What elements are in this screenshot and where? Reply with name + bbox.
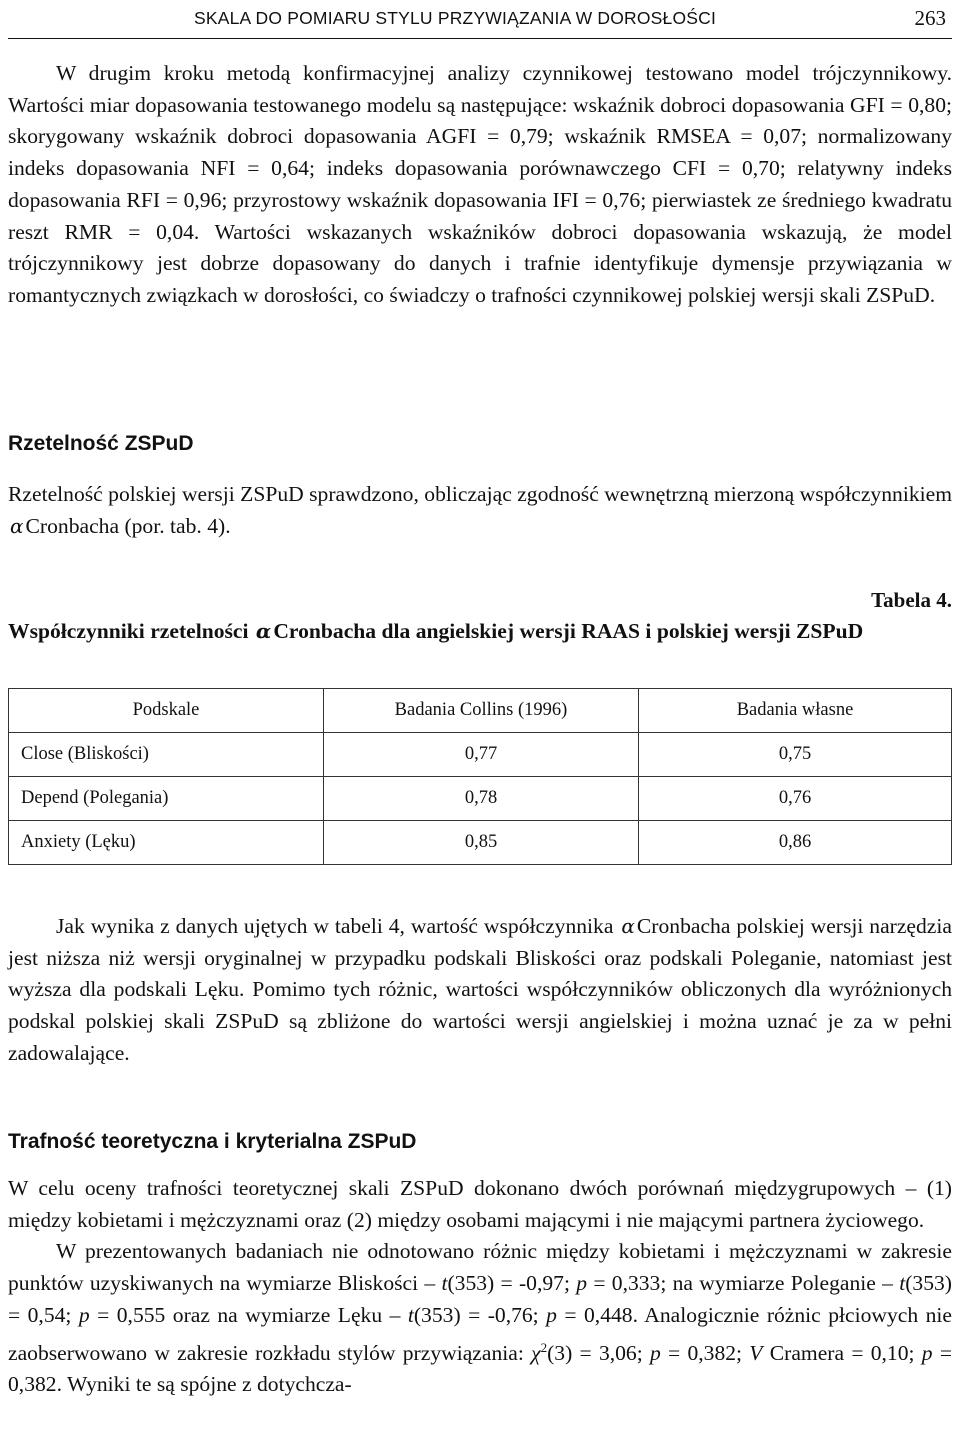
text-run: = 0,555 oraz na wymiarze Lęku – bbox=[97, 1302, 401, 1327]
paragraph-table-discussion bbox=[8, 911, 952, 1070]
text-run: Jak wynika z danych ujętych w tabeli 4, wartość współczynnika bbox=[56, 914, 614, 938]
running-title: SKALA DO POMIARU STYLU PRZYWIĄZANIA W DOROSŁOŚCI bbox=[194, 8, 717, 28]
stat-symbol: p bbox=[649, 1340, 661, 1365]
text-run: (353) = 0,54; bbox=[8, 1271, 952, 1327]
stat-symbol: p bbox=[576, 1271, 588, 1296]
table-cell: 0,77 bbox=[324, 733, 639, 777]
text-run: (353) = -0,97; bbox=[447, 1271, 570, 1296]
text-run: Cronbacha polskiej wersji narzędzia jest niższa niż wersji oryginalnej w przypadku podskali Bliskości oraz podskali Poleganie, natomiast jest wyższa dla podskali Lęku. Pomimo tych różnic, wartości współczynników obliczonych dla wyróżnionych podskal polskiej skali ZSPuD są zbliżone do wartości wersji angielskiej i można uznać je za w pełni zadowalające. bbox=[8, 914, 952, 1065]
alpha-symbol: α bbox=[621, 914, 635, 938]
caption-text: Współczynniki rzetelności bbox=[8, 619, 249, 643]
table-header-row bbox=[9, 689, 952, 733]
paragraph-cfa-results bbox=[8, 58, 952, 312]
stat-symbol: p bbox=[78, 1302, 90, 1327]
table-row bbox=[9, 733, 952, 777]
text-run: Rzetelność polskiej wersji ZSPuD sprawdzono, obliczając zgodność wewnętrzną mierzoną współczynnikiem bbox=[8, 482, 952, 506]
paragraph-text bbox=[8, 911, 952, 1070]
table-label: Tabela 4. bbox=[871, 588, 952, 612]
table-cell: Anxiety (Lęku) bbox=[9, 821, 324, 865]
stat-symbol: p bbox=[546, 1302, 557, 1327]
text-run: (3) = 3,06; bbox=[547, 1340, 643, 1365]
page-number: 263 bbox=[914, 6, 946, 30]
table-cell: 0,78 bbox=[324, 777, 639, 821]
paragraph-text: W drugim kroku metodą konfirmacyjnej analizy czynnikowej testowano model trójczynnikowy. Wartości miar dopasowania testowanego modelu są następujące: wskaźnik dobroci dopasowania GFI = 0,80; skorygowany wskaźnik dobroci dopasowania AGFI = 0,79; wskaźnik RMSEA = 0,07; normalizowany indeks dopasowania NFI = 0,64; indeks dopasowania porównawczego CFI = 0,70; relatywny indeks dopasowania RFI = 0,96; przyrostowy wskaźnik dopasowania IFI = 0,76; pierwiastek ze średniego kwadratu reszt RMR = 0,04. Wartości wskazanych wskaźników dobroci dopasowania wskazują, że model trójczynnikowy jest dobrze dopasowany do danych i trafnie identyfikuje dymensje przywiązania w romantycznych związkach w dorosłości, co świadczy o trafności czynnikowej polskiej wersji skali ZSPuD. bbox=[8, 61, 952, 307]
reliability-table bbox=[8, 688, 952, 865]
table-cell: 0,86 bbox=[639, 821, 952, 865]
table-cell: 0,85 bbox=[324, 821, 639, 865]
stat-symbol: t bbox=[899, 1271, 906, 1296]
text-run: Cramera = 0,10; bbox=[769, 1340, 915, 1365]
text-run: = 0,382; bbox=[668, 1340, 743, 1365]
paragraph-validity bbox=[8, 1173, 952, 1401]
paragraph-text: W celu oceny trafności teoretycznej skali ZSPuD dokonano dwóch porównań międzygrupowych – (1) między kobietami i mężczyznami oraz (2) między osobami mającymi i nie mającymi partnera życiowego. bbox=[8, 1176, 952, 1232]
table-row bbox=[9, 821, 952, 865]
text-run: = 0,333; na wymiarze Poleganie – bbox=[593, 1271, 893, 1296]
text-run: (353) = -0,76; bbox=[413, 1302, 539, 1327]
text-run: = 0,448. Analogicznie różnic płciowych nie zaobserwowano w zakresie rozkładu stylów przywiązania: bbox=[8, 1302, 952, 1365]
table-caption bbox=[8, 616, 952, 646]
section-heading-reliability: Rzetelność ZSPuD bbox=[8, 432, 194, 455]
alpha-symbol: α bbox=[10, 513, 24, 538]
chi-symbol: χ bbox=[531, 1340, 541, 1365]
caption-text: Cronbacha dla angielskiej wersji RAAS i polskiej wersji ZSPuD bbox=[273, 619, 864, 643]
superscript: 2 bbox=[540, 1339, 548, 1355]
table-cell: 0,76 bbox=[639, 777, 952, 821]
section-heading-validity: Trafność teoretyczna i kryterialna ZSPuD bbox=[8, 1130, 417, 1153]
alpha-symbol: α bbox=[255, 619, 272, 643]
stat-symbol: V bbox=[749, 1340, 763, 1365]
paragraph-reliability bbox=[8, 479, 952, 542]
column-header: Podskale bbox=[9, 689, 324, 733]
column-header: Badania Collins (1996) bbox=[324, 689, 639, 733]
column-header: Badania własne bbox=[639, 689, 952, 733]
running-head bbox=[8, 4, 952, 39]
paragraph-text bbox=[8, 479, 952, 542]
stat-symbol: t bbox=[441, 1271, 448, 1296]
table-cell: 0,75 bbox=[639, 733, 952, 777]
text-run: Cronbacha (por. tab. 4). bbox=[25, 513, 231, 538]
text-run: W prezentowanych badaniach nie odnotowano różnic między kobietami i mężczyznami w zakresie punktów uzyskiwanych na wymiarze Bliskości – bbox=[8, 1239, 952, 1296]
stat-symbol: p bbox=[921, 1340, 933, 1365]
table-cell: Depend (Polegania) bbox=[9, 777, 324, 821]
table-cell: Close (Bliskości) bbox=[9, 733, 324, 777]
text-run: = 0,382. Wyniki te są spójne z dotychcza- bbox=[8, 1340, 953, 1397]
table-row bbox=[9, 777, 952, 821]
stat-symbol: t bbox=[407, 1302, 414, 1327]
paragraph-text bbox=[8, 1236, 952, 1401]
